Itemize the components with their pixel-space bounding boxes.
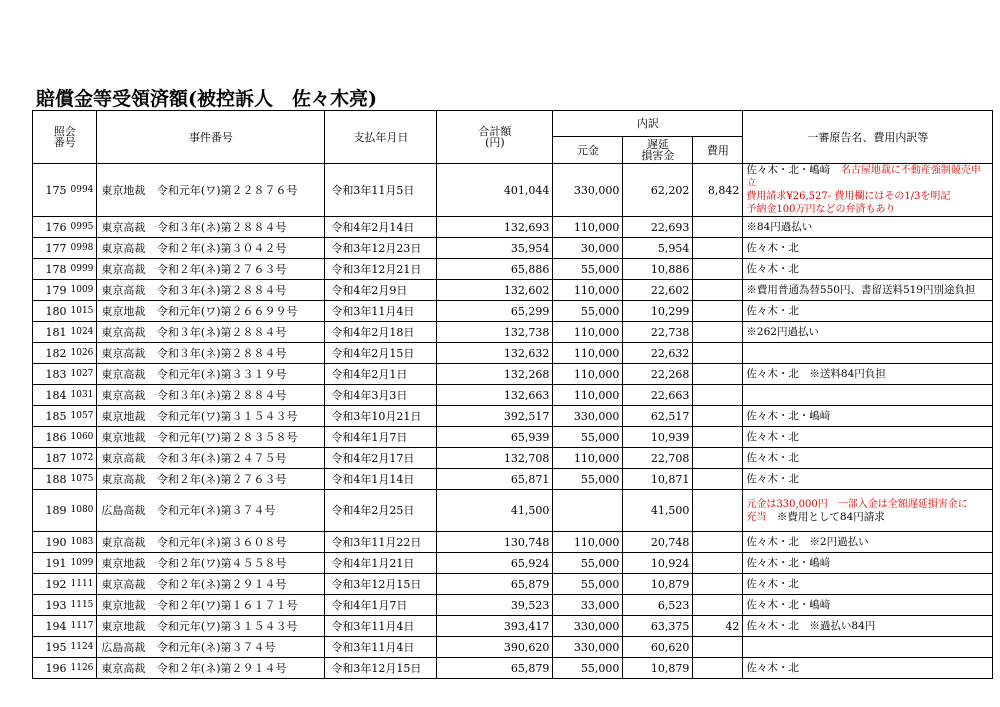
principal-amount: 55,000: [553, 553, 623, 574]
expense-amount: [693, 259, 743, 280]
total-amount: 130,748: [437, 532, 553, 553]
table-row: [33, 301, 993, 322]
expense-amount: [693, 301, 743, 322]
delay-damages: 10,879: [623, 574, 693, 595]
total-amount: 41,500: [437, 490, 553, 532]
expense-amount: [693, 637, 743, 658]
delay-damages: 10,299: [623, 301, 693, 322]
principal-amount: 330,000: [553, 637, 623, 658]
principal-amount: 55,000: [553, 469, 623, 490]
total-amount: 39,523: [437, 595, 553, 616]
payment-date: 令和4年3月3日: [325, 385, 437, 406]
case-number: 令和３年(ネ)第２８８４号: [153, 322, 325, 343]
principal-amount: 110,000: [553, 322, 623, 343]
ref-number: 1015: [69, 301, 97, 322]
case-number: 令和元年(ワ)第３１５４３号: [153, 616, 325, 637]
header-note: 一審原告名、費用内訳等: [743, 111, 993, 164]
header-case: 事件番号: [97, 111, 325, 164]
principal-amount: 110,000: [553, 280, 623, 301]
court: 東京高裁: [97, 385, 153, 406]
case-number: 令和元年(ワ)第２２８７６号: [153, 164, 325, 217]
court: 東京地裁: [97, 553, 153, 574]
total-amount: 390,620: [437, 637, 553, 658]
payment-date: 令和3年12月23日: [325, 238, 437, 259]
header-delay: 遅延 損害金: [623, 137, 693, 164]
note-red-line: 名古屋地裁に不動産強制競売申立: [746, 165, 981, 189]
note-red-line: 元金は330,000円 一部入金は全額遅延損害金に: [746, 498, 968, 510]
row-number: 190: [33, 532, 69, 553]
principal-amount: 55,000: [553, 574, 623, 595]
note: 佐々木・北 ※過払い84円: [743, 616, 993, 637]
note: [743, 164, 993, 217]
payment-date: 令和3年11月5日: [325, 164, 437, 217]
total-amount: 65,879: [437, 574, 553, 595]
expense-amount: [693, 364, 743, 385]
page-title: 賠償金等受領済額(被控訴人 佐々木亮): [36, 88, 377, 110]
table-row: [33, 469, 993, 490]
row-number: 189: [33, 490, 69, 532]
delay-damages: 22,632: [623, 343, 693, 364]
total-amount: 132,632: [437, 343, 553, 364]
case-number: 令和２年(ネ)第２７６３号: [153, 259, 325, 280]
delay-damages: 60,620: [623, 637, 693, 658]
case-number: 令和元年(ワ)第２８３５８号: [153, 427, 325, 448]
ref-number: 1024: [69, 322, 97, 343]
payment-date: 令和3年12月15日: [325, 658, 437, 679]
payment-date: 令和4年1月7日: [325, 595, 437, 616]
court: 東京地裁: [97, 301, 153, 322]
expense-amount: [693, 427, 743, 448]
delay-damages: 22,602: [623, 280, 693, 301]
payment-date: 令和3年10月21日: [325, 406, 437, 427]
row-number: 195: [33, 637, 69, 658]
principal-amount: 33,000: [553, 595, 623, 616]
expense-amount: [693, 469, 743, 490]
ref-number: 1009: [69, 280, 97, 301]
header-ref: 照会 番号: [33, 111, 97, 164]
case-number: 令和２年(ネ)第２７６３号: [153, 469, 325, 490]
expense-amount: [693, 217, 743, 238]
principal-amount: 55,000: [553, 658, 623, 679]
delay-damages: 10,886: [623, 259, 693, 280]
court: 東京高裁: [97, 259, 153, 280]
total-amount: 393,417: [437, 616, 553, 637]
note: 佐々木・北: [743, 574, 993, 595]
table-row: [33, 490, 993, 532]
note: 佐々木・北: [743, 427, 993, 448]
payment-date: 令和4年2月25日: [325, 490, 437, 532]
court: 東京高裁: [97, 217, 153, 238]
table-row: [33, 259, 993, 280]
note: 佐々木・北 ※送料84円負担: [743, 364, 993, 385]
payment-date: 令和4年2月9日: [325, 280, 437, 301]
row-number: 177: [33, 238, 69, 259]
total-amount: 132,738: [437, 322, 553, 343]
court: 東京地裁: [97, 164, 153, 217]
principal-amount: 55,000: [553, 301, 623, 322]
court: 広島高裁: [97, 637, 153, 658]
note: 佐々木・北: [743, 238, 993, 259]
expense-amount: [693, 280, 743, 301]
principal-amount: 330,000: [553, 616, 623, 637]
total-amount: 132,693: [437, 217, 553, 238]
note: ※84円過払い: [743, 217, 993, 238]
ref-number: 0999: [69, 259, 97, 280]
row-number: 193: [33, 595, 69, 616]
table-row: [33, 448, 993, 469]
payment-date: 令和3年12月21日: [325, 259, 437, 280]
row-number: 194: [33, 616, 69, 637]
ref-number: 1080: [69, 490, 97, 532]
court: 広島高裁: [97, 490, 153, 532]
payment-date: 令和4年1月21日: [325, 553, 437, 574]
header-principal: 元金: [553, 137, 623, 164]
court: 東京地裁: [97, 406, 153, 427]
court: 東京高裁: [97, 469, 153, 490]
ref-number: 1072: [69, 448, 97, 469]
ref-number: 1117: [69, 616, 97, 637]
note: 佐々木・北: [743, 301, 993, 322]
row-number: 187: [33, 448, 69, 469]
table-row: [33, 616, 993, 637]
row-number: 185: [33, 406, 69, 427]
ref-number: 1031: [69, 385, 97, 406]
payment-date: 令和4年2月15日: [325, 343, 437, 364]
total-amount: 132,708: [437, 448, 553, 469]
delay-damages: 22,663: [623, 385, 693, 406]
case-number: 令和２年(ネ)第２９１４号: [153, 574, 325, 595]
total-amount: 392,517: [437, 406, 553, 427]
case-number: 令和３年(ネ)第２８８４号: [153, 343, 325, 364]
table-row: [33, 532, 993, 553]
note-tail: ※費用として84円請求: [776, 510, 885, 523]
table-body: [33, 164, 993, 679]
table-row: [33, 637, 993, 658]
table-row: [33, 553, 993, 574]
row-number: 188: [33, 469, 69, 490]
table-row: [33, 343, 993, 364]
total-amount: 65,886: [437, 259, 553, 280]
delay-damages: 62,517: [623, 406, 693, 427]
payment-date: 令和3年11月4日: [325, 616, 437, 637]
ref-number: 1111: [69, 574, 97, 595]
delay-damages: 22,738: [623, 322, 693, 343]
header-expense: 費用: [693, 137, 743, 164]
expense-amount: [693, 574, 743, 595]
principal-amount: 110,000: [553, 385, 623, 406]
payment-date: 令和3年11月4日: [325, 301, 437, 322]
expense-amount: [693, 448, 743, 469]
case-number: 令和３年(ネ)第２４７５号: [153, 448, 325, 469]
note: [743, 637, 993, 658]
table-row: [33, 364, 993, 385]
principal-amount: 55,000: [553, 259, 623, 280]
delay-damages: 10,871: [623, 469, 693, 490]
delay-damages: 41,500: [623, 490, 693, 532]
total-amount: 132,663: [437, 385, 553, 406]
principal-amount: 110,000: [553, 364, 623, 385]
ref-number: 1124: [69, 637, 97, 658]
note: 佐々木・北: [743, 448, 993, 469]
note: 佐々木・北・嶋﨑: [743, 406, 993, 427]
header-breakdown: 内訳: [553, 111, 743, 137]
court: 東京高裁: [97, 658, 153, 679]
expense-amount: [693, 385, 743, 406]
expense-amount: [693, 406, 743, 427]
ref-number: 1115: [69, 595, 97, 616]
court: 東京高裁: [97, 448, 153, 469]
table-row: [33, 238, 993, 259]
ref-number: 0998: [69, 238, 97, 259]
table-row: [33, 406, 993, 427]
note: 佐々木・北・嶋﨑: [743, 553, 993, 574]
delay-damages: 63,375: [623, 616, 693, 637]
total-amount: 132,268: [437, 364, 553, 385]
expense-amount: [693, 322, 743, 343]
court: 東京高裁: [97, 343, 153, 364]
principal-amount: 110,000: [553, 532, 623, 553]
note: 佐々木・北 ※2円過払い: [743, 532, 993, 553]
payment-date: 令和4年2月17日: [325, 448, 437, 469]
note-red-line: 費用請求¥26,527- 費用欄にはその1/3を明記: [746, 191, 951, 202]
ref-number: 1126: [69, 658, 97, 679]
row-number: 186: [33, 427, 69, 448]
ref-number: 0995: [69, 217, 97, 238]
case-number: 令和元年(ネ)第３７４号: [153, 490, 325, 532]
case-number: 令和元年(ネ)第３６０８号: [153, 532, 325, 553]
court: 東京高裁: [97, 280, 153, 301]
court: 東京高裁: [97, 322, 153, 343]
payment-date: 令和4年2月18日: [325, 322, 437, 343]
table-row: [33, 595, 993, 616]
principal-amount: 110,000: [553, 217, 623, 238]
row-number: 180: [33, 301, 69, 322]
court: 東京高裁: [97, 238, 153, 259]
ref-number: 1083: [69, 532, 97, 553]
total-amount: 65,299: [437, 301, 553, 322]
court: 東京地裁: [97, 595, 153, 616]
ref-number: 1099: [69, 553, 97, 574]
court: 東京地裁: [97, 427, 153, 448]
table-row: [33, 385, 993, 406]
payment-date: 令和3年12月15日: [325, 574, 437, 595]
row-number: 181: [33, 322, 69, 343]
table-header: [33, 111, 993, 164]
case-number: 令和元年(ワ)第３１５４３号: [153, 406, 325, 427]
delay-damages: 62,202: [623, 164, 693, 217]
expense-amount: 8,842: [693, 164, 743, 217]
row-number: 179: [33, 280, 69, 301]
case-number: 令和元年(ネ)第３７４号: [153, 637, 325, 658]
expense-amount: [693, 532, 743, 553]
case-number: 令和２年(ネ)第３０４２号: [153, 238, 325, 259]
payment-date: 令和3年11月4日: [325, 637, 437, 658]
ref-number: 1026: [69, 343, 97, 364]
table-row: [33, 322, 993, 343]
table-row: [33, 280, 993, 301]
total-amount: 65,871: [437, 469, 553, 490]
payment-date: 令和3年11月22日: [325, 532, 437, 553]
table-row: [33, 164, 993, 217]
table-row: [33, 658, 993, 679]
case-number: 令和元年(ワ)第２６６９９号: [153, 301, 325, 322]
case-number: 令和２年(ワ)第１６１７１号: [153, 595, 325, 616]
expense-amount: [693, 343, 743, 364]
payment-date: 令和4年2月1日: [325, 364, 437, 385]
case-number: 令和２年(ネ)第２９１４号: [153, 658, 325, 679]
delay-damages: 6,523: [623, 595, 693, 616]
row-number: 196: [33, 658, 69, 679]
principal-amount: 330,000: [553, 406, 623, 427]
delay-damages: 22,268: [623, 364, 693, 385]
court: 東京高裁: [97, 532, 153, 553]
total-amount: 65,924: [437, 553, 553, 574]
ref-number: 1060: [69, 427, 97, 448]
ref-number: 1075: [69, 469, 97, 490]
row-number: 176: [33, 217, 69, 238]
header-total: 合計額 (円): [437, 111, 553, 164]
note: ※262円過払い: [743, 322, 993, 343]
payment-date: 令和4年1月14日: [325, 469, 437, 490]
case-number: 令和３年(ネ)第２８８４号: [153, 217, 325, 238]
table-row: [33, 217, 993, 238]
note: 佐々木・北: [743, 658, 993, 679]
expense-amount: [693, 553, 743, 574]
row-number: 178: [33, 259, 69, 280]
ref-number: 1027: [69, 364, 97, 385]
row-number: 192: [33, 574, 69, 595]
note: [743, 343, 993, 364]
principal-amount: 30,000: [553, 238, 623, 259]
row-number: 184: [33, 385, 69, 406]
case-number: 令和２年(ワ)第４５５８号: [153, 553, 325, 574]
principal-amount: 330,000: [553, 164, 623, 217]
principal-amount: 55,000: [553, 427, 623, 448]
delay-damages: 20,748: [623, 532, 693, 553]
delay-damages: 10,879: [623, 658, 693, 679]
note-red-line: 予納金100万円などの弁済もあり: [746, 204, 896, 215]
expense-amount: [693, 490, 743, 532]
total-amount: 65,879: [437, 658, 553, 679]
ref-number: 0994: [69, 164, 97, 217]
total-amount: 35,954: [437, 238, 553, 259]
row-number: 182: [33, 343, 69, 364]
court: 東京地裁: [97, 616, 153, 637]
delay-damages: 22,693: [623, 217, 693, 238]
delay-damages: 22,708: [623, 448, 693, 469]
delay-damages: 5,954: [623, 238, 693, 259]
note: ※費用普通為替550円、書留送料519円別途負担: [743, 280, 993, 301]
total-amount: 65,939: [437, 427, 553, 448]
case-number: 令和元年(ネ)第３３１９号: [153, 364, 325, 385]
table-row: [33, 574, 993, 595]
principal-amount: [553, 490, 623, 532]
expense-amount: 42: [693, 616, 743, 637]
header-date: 支払年月日: [325, 111, 437, 164]
court: 東京高裁: [97, 574, 153, 595]
case-number: 令和３年(ネ)第２８８４号: [153, 280, 325, 301]
expense-amount: [693, 658, 743, 679]
ref-number: 1057: [69, 406, 97, 427]
principal-amount: 110,000: [553, 448, 623, 469]
table-row: [33, 427, 993, 448]
row-number: 183: [33, 364, 69, 385]
note: 佐々木・北: [743, 469, 993, 490]
note: 佐々木・北・嶋﨑: [743, 595, 993, 616]
total-amount: 401,044: [437, 164, 553, 217]
payment-date: 令和4年1月7日: [325, 427, 437, 448]
case-number: 令和３年(ネ)第２８８４号: [153, 385, 325, 406]
row-number: 191: [33, 553, 69, 574]
delay-damages: 10,939: [623, 427, 693, 448]
court: 東京高裁: [97, 364, 153, 385]
note: 佐々木・北: [743, 259, 993, 280]
total-amount: 132,602: [437, 280, 553, 301]
row-number: 175: [33, 164, 69, 217]
note-red-line: 充当: [746, 511, 767, 523]
payment-date: 令和4年2月14日: [325, 217, 437, 238]
expense-amount: [693, 595, 743, 616]
payment-table: [32, 110, 993, 679]
note-names: 佐々木・北・嶋﨑: [746, 164, 831, 176]
principal-amount: 110,000: [553, 343, 623, 364]
expense-amount: [693, 238, 743, 259]
note: [743, 490, 993, 532]
delay-damages: 10,924: [623, 553, 693, 574]
note: [743, 385, 993, 406]
